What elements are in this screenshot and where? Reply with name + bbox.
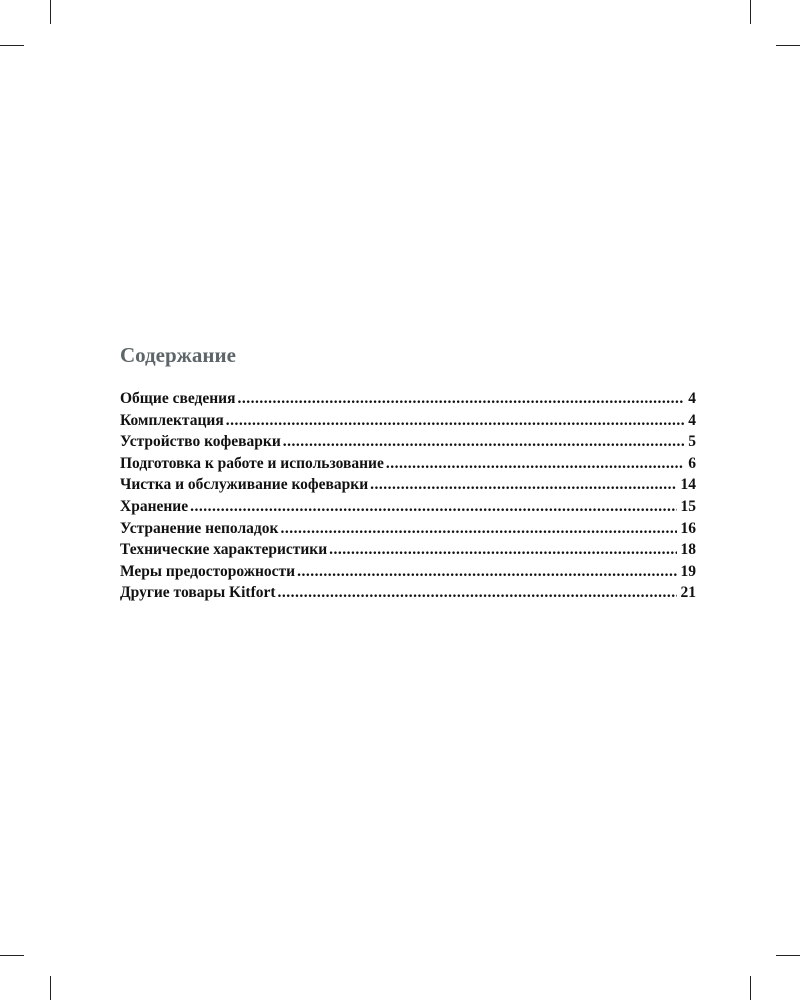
toc-list xyxy=(120,390,696,606)
toc-entry[interactable] xyxy=(120,563,696,585)
toc-entry-page-number: 5 xyxy=(688,433,696,451)
toc-dot-leader xyxy=(370,476,676,494)
toc-entry-page-number: 4 xyxy=(688,390,696,407)
toc-entry-page-number: 4 xyxy=(688,411,696,429)
toc-entry-label: Другие товары Kitfort xyxy=(120,584,276,602)
toc-dot-leader xyxy=(386,455,684,473)
toc-entry[interactable] xyxy=(120,412,696,434)
toc-title: Содержание xyxy=(120,343,236,367)
toc-entry-page-number: 16 xyxy=(680,519,696,537)
toc-entry-label: Общие сведения xyxy=(120,390,236,407)
toc-entry-page-number: 14 xyxy=(680,476,696,494)
toc-entry[interactable] xyxy=(120,476,696,498)
toc-entry-label: Технические характеристики xyxy=(120,541,328,559)
crop-mark-top-right-vertical xyxy=(750,0,751,24)
toc-entry-label: Подготовка к работе и использование xyxy=(120,454,384,472)
toc-dot-leader xyxy=(283,433,684,451)
toc-dot-leader xyxy=(190,498,676,516)
toc-dot-leader xyxy=(278,584,677,602)
toc-entry-label: Меры предосторожности xyxy=(120,562,296,580)
toc-entry-label: Устранение неполадок xyxy=(120,519,279,537)
toc-entry[interactable] xyxy=(120,584,696,606)
toc-entry[interactable] xyxy=(120,520,696,542)
toc-entry[interactable] xyxy=(120,390,696,412)
crop-mark-bottom-right-horizontal xyxy=(776,955,800,956)
crop-mark-bottom-left-vertical xyxy=(50,976,51,1000)
toc-entry-page-number: 6 xyxy=(688,454,696,472)
toc-entry-label: Комплектация xyxy=(120,411,224,429)
toc-entry-page-number: 15 xyxy=(680,497,696,515)
toc-entry-label: Чистка и обслуживание кофеварки xyxy=(120,476,369,494)
toc-entry-page-number: 18 xyxy=(680,541,696,559)
toc-entry-label: Хранение xyxy=(120,497,189,515)
toc-entry[interactable] xyxy=(120,433,696,455)
toc-entry[interactable] xyxy=(120,541,696,563)
toc-dot-leader xyxy=(237,390,684,408)
crop-mark-bottom-right-vertical xyxy=(750,976,751,1000)
crop-mark-top-left-horizontal xyxy=(0,45,24,46)
toc-dot-leader xyxy=(226,412,685,430)
table-of-contents xyxy=(120,342,696,606)
toc-dot-leader xyxy=(280,520,676,538)
toc-dot-leader xyxy=(329,541,676,559)
crop-mark-top-right-horizontal xyxy=(776,45,800,46)
toc-entry-page-number: 19 xyxy=(680,562,696,580)
toc-entry-label: Устройство кофеварки xyxy=(120,433,281,451)
crop-mark-bottom-left-horizontal xyxy=(0,955,24,956)
crop-mark-top-left-vertical xyxy=(50,0,51,24)
toc-entry[interactable] xyxy=(120,498,696,520)
toc-dot-leader xyxy=(297,563,676,581)
toc-entry[interactable] xyxy=(120,455,696,477)
toc-entry-page-number: 21 xyxy=(680,584,696,602)
